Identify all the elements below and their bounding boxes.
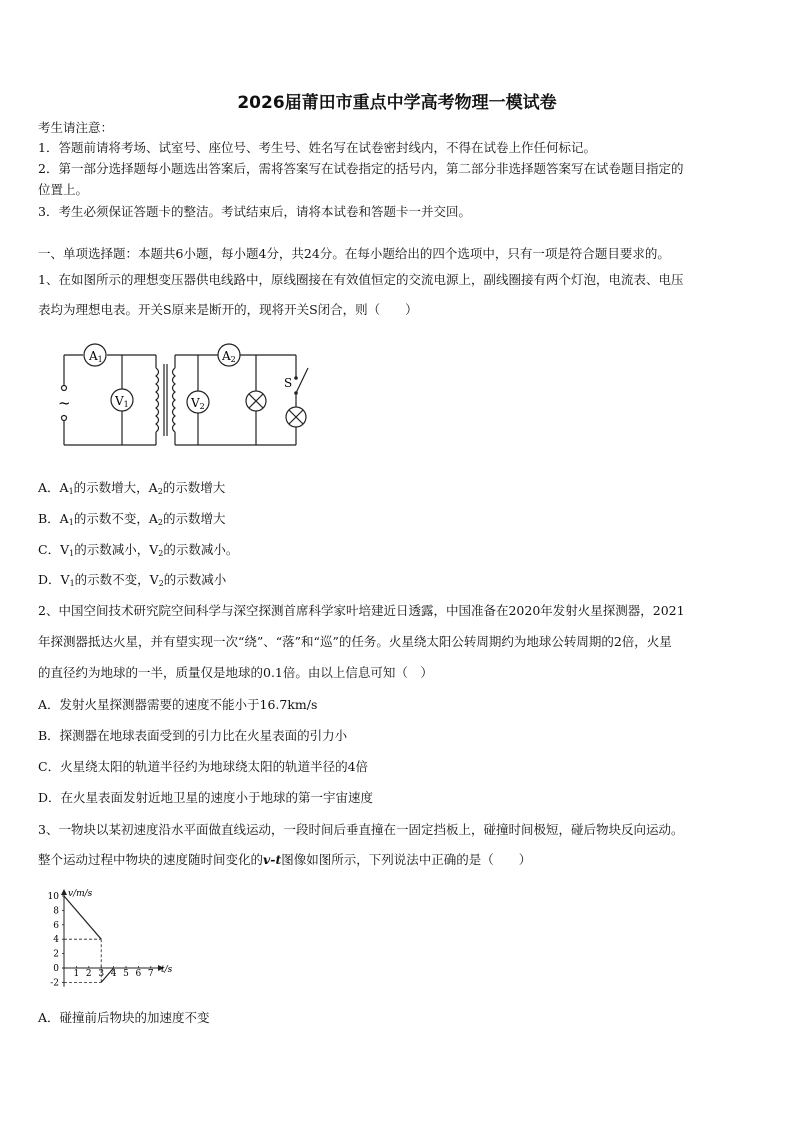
notice-item: 1．答题前请将考场、试室号、座位号、考生号、姓名写在试卷密封线内，不得在试卷上作任何标记。: [38, 140, 596, 155]
page-title: 2026届莆田市重点中学高考物理一模试卷: [237, 93, 557, 113]
x-tick-label: 6: [135, 969, 142, 979]
q1-option-c: C．$V_1$的示数减小，$V_2$的示数减小。: [38, 542, 239, 558]
x-tick-label: 4: [110, 969, 117, 979]
q2-stem: 2、中国空间技术研究院空间科学与深空探测首席科学家叶培建近日透露，中国准备在2020年发射火星探测器，2021: [38, 603, 685, 618]
voltmeter-v2-label: V2: [191, 396, 205, 411]
switch-contact: [294, 391, 298, 395]
y-tick-label: 6: [53, 920, 59, 931]
lamp-icon: [246, 391, 266, 411]
y-tick-label: 10: [47, 892, 59, 902]
vt-graph: [36, 884, 196, 992]
q2-option-a: A．发射火星探测器需要的速度不能小于16.7km/s: [38, 697, 318, 712]
notice-heading: 考生请注意：: [38, 120, 114, 135]
source-terminal: [62, 386, 67, 391]
transformer-circuit-diagram: [50, 340, 320, 450]
x-tick-label: 5: [123, 969, 129, 979]
y-tick-label: 4: [53, 935, 59, 946]
switch-contact: [294, 376, 298, 380]
notice-item: 2．第一部分选择题每小题选出答案后，需将答案写在试卷指定的括号内，第二部分非选择题答案写在试卷题目指定的: [38, 161, 684, 176]
q1-option-b: B．$A_1$的示数不变，$A_2$的示数增大: [38, 511, 226, 527]
x-tick-label: 3: [98, 969, 105, 979]
x-tick-label: 7: [147, 969, 154, 979]
q2-option-c: C．火星绕太阳的轨道半径约为地球绕太阳的轨道半径的4倍: [38, 759, 369, 774]
section-heading: 一、单项选择题：本题共6小题，每小题4分，共24分。在每小题给出的四个选项中，只有一项是符合题目要求的。: [38, 246, 670, 261]
notice-item: 3．考生必须保证答题卡的整洁。考试结束后，请将本试卷和答题卡一并交回。: [38, 204, 471, 219]
ac-source-symbol: ~: [58, 394, 71, 412]
q3-stem: 整个运动过程中物块的速度随时间变化的v-t图像如图所示，下列说法中正确的是（ ）: [38, 852, 532, 867]
y-tick-label: 2: [53, 949, 59, 960]
q2-stem: 的直径约为地球的一半，质量仅是地球的0.1倍。由以上信息可知（ ）: [38, 665, 433, 680]
y-axis-label: v/m/s: [68, 889, 93, 899]
q2-stem: 年探测器抵达火星，并有望实现一次“绕”、“落”和“巡”的任务。火星绕太阳公转周期约为地球公转周期的2倍，火星: [38, 634, 672, 649]
x-axis-label: t/s: [161, 965, 173, 975]
y-tick-label: -2: [50, 978, 59, 989]
q3-option-a: A．碰撞前后物块的加速度不变: [38, 1010, 210, 1025]
notice-item: 位置上。: [38, 182, 89, 197]
source-terminal: [62, 416, 67, 421]
x-tick-label: 2: [85, 969, 92, 979]
q1-option-a: A．$A_1$的示数增大，$A_2$的示数增大: [38, 480, 226, 496]
ammeter-a2-label: A2: [222, 349, 236, 364]
x-tick-label: 1: [73, 969, 80, 979]
y-tick-label: 8: [53, 906, 59, 917]
q1-option-d: D．$V_1$的示数不变，$V_2$的示数减小: [38, 572, 227, 588]
q3-stem: 3、一物块以某初速度沿水平面做直线运动，一段时间后垂直撞在一固定挡板上，碰撞时间极短，碰后物块反向运动。: [38, 822, 684, 837]
y-tick-label: 0: [53, 964, 59, 974]
q1-stem: 表均为理想电表。开关S原来是断开的，现将开关S闭合，则（ ）: [38, 302, 418, 317]
series-line-1: [64, 896, 101, 939]
voltmeter-v1-label: V1: [115, 394, 129, 409]
q1-stem: 1、在如图所示的理想变压器供电线路中，原线圈接在有效值恒定的交流电源上，副线圈接有两个灯泡，电流表、电压: [38, 272, 684, 287]
ammeter-a1-label: A1: [89, 349, 103, 364]
q2-option-d: D．在火星表面发射近地卫星的速度小于地球的第一宇宙速度: [38, 790, 374, 805]
lamp-icon: [286, 407, 306, 427]
switch-label: S: [284, 376, 293, 390]
q2-option-b: B．探测器在地球表面受到的引力比在火星表面的引力小: [38, 728, 348, 743]
